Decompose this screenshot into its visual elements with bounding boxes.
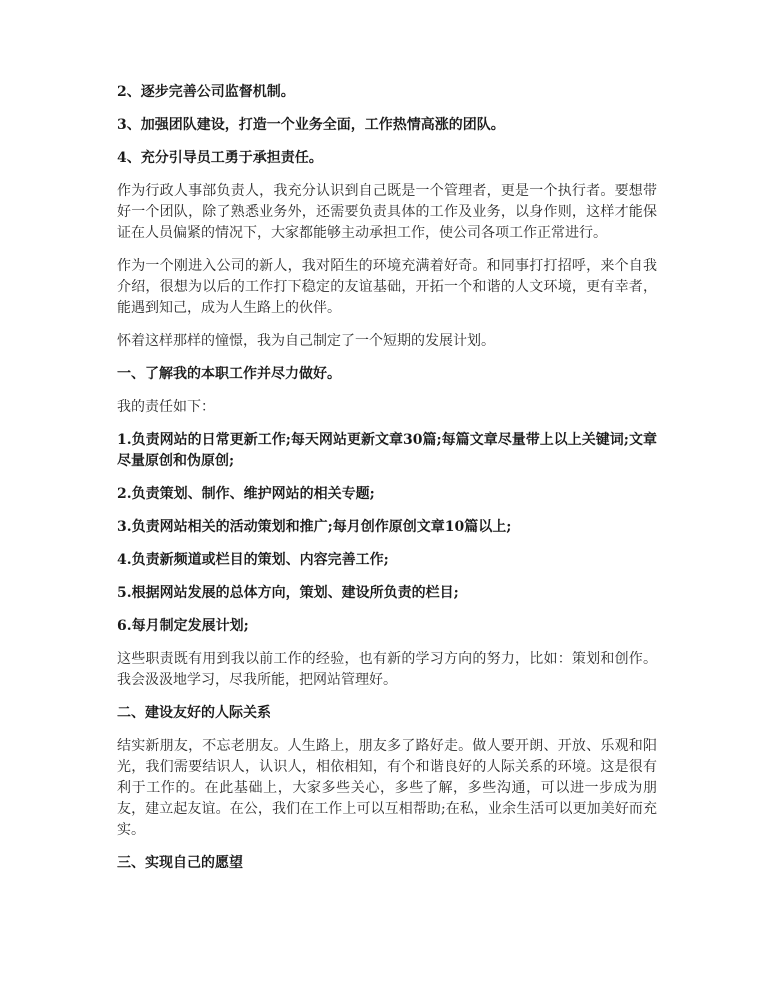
section-heading-2: 二、建设友好的人际关系 (117, 705, 271, 721)
duty-item-1: 1.负责网站的日常更新工作;每天网站更新文章30篇;每篇文章尽量带上以上关键词;文章尽量原创和伪原创; (117, 432, 657, 469)
duty-item-2: 2.负责策划、制作、维护网站的相关专题; (117, 486, 375, 502)
paragraph-new-employee: 作为一个刚进入公司的新人，我对陌生的环境充满着好奇。和同事打打招呼，来个自我介绍，很想为以后的工作打下稳定的友谊基础，开拓一个和谐的人文环境，更有幸者，能遇到知己，成为人生路上的伙伴。 (117, 258, 657, 316)
paragraph-plan-intro: 怀着这样那样的憧憬，我为自己制定了一个短期的发展计划。 (117, 333, 495, 349)
section-heading-3: 三、实现自己的愿望 (117, 855, 243, 871)
list-item-responsibility: 4、充分引导员工勇于承担责任。 (117, 150, 323, 166)
list-item-team-building: 3、加强团队建设，打造一个业务全面，工作热情高涨的团队。 (117, 117, 505, 133)
duty-item-4: 4.负责新频道或栏目的策划、内容完善工作; (117, 552, 389, 568)
section-heading-1: 一、了解我的本职工作并尽力做好。 (117, 366, 341, 382)
paragraph-relationships: 结实新朋友，不忘老朋友。人生路上，朋友多了路好走。做人要开朗、开放、乐观和阳光，我们需要结识人，认识人，相依相知，有个和谐良好的人际关系的环境。这是很有利于工作的。在此基础上，大家多些关心，多些了解，多些沟通，可以进一步成为朋友，建立起友谊。在公，我们在工作上可以互相帮助;在私，业余生活可以更加美好而充实。 (117, 738, 657, 838)
duty-item-5: 5.根据网站发展的总体方向，策划、建设所负责的栏目; (117, 585, 459, 601)
duty-item-3: 3.负责网站相关的活动策划和推广;每月创作原创文章10篇以上; (117, 519, 512, 535)
paragraph-role-statement: 作为行政人事部负责人，我充分认识到自己既是一个管理者，更是一个执行者。要想带好一个团队，除了熟悉业务外，还需要负责具体的工作及业务，以身作则，这样才能保证在人员偏紧的情况下，大家都能够主动承担工作，使公司各项工作正常进行。 (117, 183, 657, 241)
paragraph-duties-reflection: 这些职责既有用到我以前工作的经验，也有新的学习方向的努力，比如：策划和创作。我会汲汲地学习，尽我所能，把网站管理好。 (117, 651, 657, 688)
document-page (117, 82, 657, 886)
paragraph-duties-intro: 我的责任如下： (117, 399, 215, 415)
duty-item-6: 6.每月制定发展计划; (117, 618, 249, 634)
list-item-supervision: 2、逐步完善公司监督机制。 (117, 84, 295, 100)
